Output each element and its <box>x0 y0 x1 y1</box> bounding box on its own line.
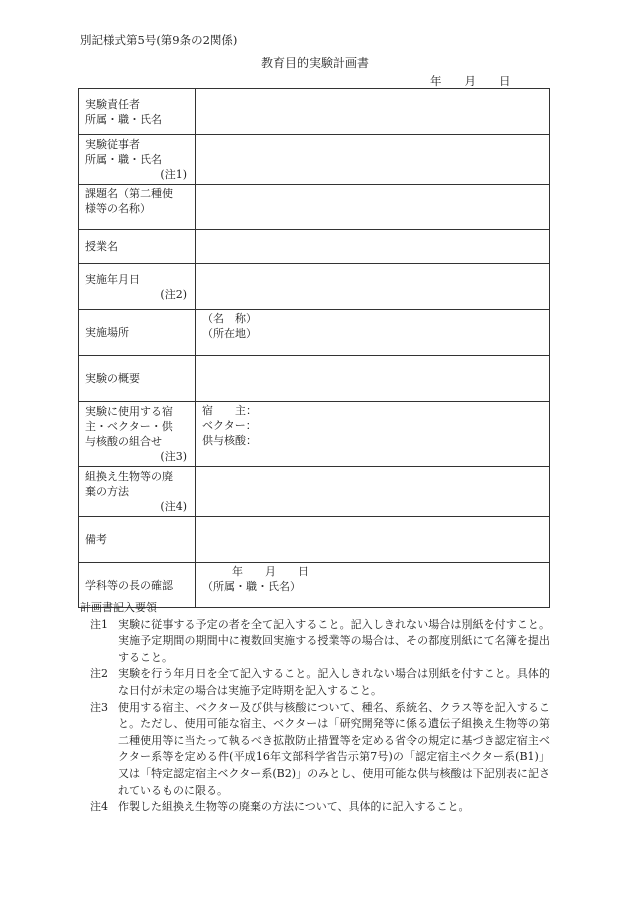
row-label: 実施年月日 (注2) <box>79 264 196 310</box>
row-label: 実施場所 <box>79 310 196 356</box>
form-row-remarks <box>79 517 550 563</box>
form-row-class <box>79 230 550 264</box>
form-row-responsible <box>79 89 550 135</box>
row-label: 課題名（第二種使 様等の名称） <box>79 185 196 230</box>
instructions-heading: 計画書記入要領 <box>80 601 157 614</box>
date-line: 年 月 日 <box>430 74 511 88</box>
form-number-label: 別記様式第5号(第9条の2関係) <box>80 33 238 47</box>
row-label: 授業名 <box>79 230 196 264</box>
form-row-date <box>79 264 550 310</box>
note-ref: (注3) <box>160 450 187 463</box>
form-row-combination <box>79 402 550 467</box>
outline-field[interactable] <box>196 356 550 402</box>
experiment-plan-form <box>78 88 550 608</box>
subject-field[interactable] <box>196 185 550 230</box>
note-ref: (注1) <box>160 168 187 181</box>
row-label: 組換え生物等の廃 棄の方法 (注4) <box>79 467 196 517</box>
note-ref: (注2) <box>160 287 187 301</box>
responsible-person-field[interactable] <box>196 89 550 135</box>
row-label: 学科等の長の確認 <box>79 563 196 608</box>
combination-field[interactable]: 宿 主： ベクター： 供与核酸： <box>196 402 550 467</box>
instruction-note: 注3 使用する宿主、ベクター及び供与核酸について、種名、系統名、クラス等を記入すること。ただし、使用可能な宿主、ベクターは「研究開発等に係る遺伝子組換え生物等の第二種使用等に当たって執るべき拡散防止措置等を定める省令の規定に基づき認定宿主ベクター系等を定める件(平成16年文部科学省告示第7号)の「認定宿主ベクター系(B1)」又は「特定認定宿主ベクター系(B2)」のみとし、使用可能な供与核酸は下記別表に記されているものに限る。 <box>90 700 550 797</box>
row-label: 備考 <box>79 517 196 563</box>
form-row-place <box>79 310 550 356</box>
staff-field[interactable] <box>196 135 550 185</box>
row-label: 実験責任者 所属・職・氏名 <box>79 89 196 135</box>
form-row-staff <box>79 135 550 185</box>
form-row-subject <box>79 185 550 230</box>
page-title: 教育目的実験計画書 <box>260 56 369 70</box>
instruction-note: 注2 実験を行う年月日を全て記入すること。記入しきれない場合は別紙を付すこと。具体的な日付が未定の場合は実施予定時期を記入すること。 <box>90 667 550 697</box>
instruction-note: 注4 作製した組換え生物等の廃棄の方法について、具体的に記入すること。 <box>90 800 470 814</box>
confirmation-field[interactable]: 年 月 日 （所属・職・氏名） <box>196 563 550 608</box>
place-field[interactable]: （名 称） （所在地） <box>196 310 550 356</box>
class-name-field[interactable] <box>196 230 550 264</box>
row-label: 実験従事者 所属・職・氏名 (注1) <box>79 135 196 185</box>
remarks-field[interactable] <box>196 517 550 563</box>
instructions-section <box>80 600 550 816</box>
implementation-date-field[interactable] <box>196 264 550 310</box>
form-row-outline <box>79 356 550 402</box>
note-ref: (注4) <box>160 500 187 513</box>
instruction-note: 注1 実験に従事する予定の者を全て記入すること。記入しきれない場合は別紙を付すこと。実施予定期間の期間中に複数回実施する授業等の場合は、その都度別紙にて名簿を提出すること。 <box>90 617 550 664</box>
row-label: 実験の概要 <box>79 356 196 402</box>
disposal-method-field[interactable] <box>196 467 550 517</box>
row-label: 実験に使用する宿 主・ベクター・供 与核酸の組合せ (注3) <box>79 402 196 467</box>
form-row-disposal <box>79 467 550 517</box>
